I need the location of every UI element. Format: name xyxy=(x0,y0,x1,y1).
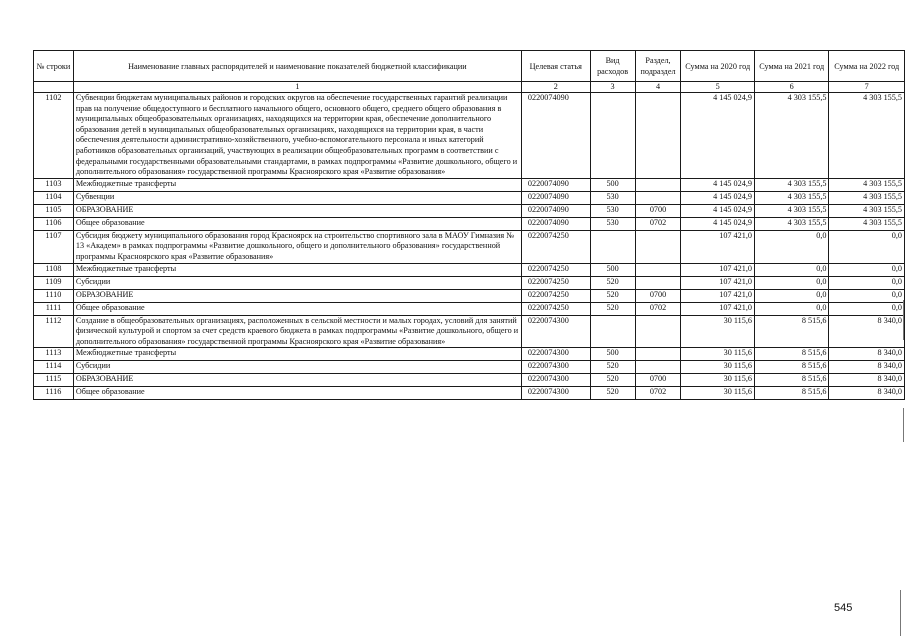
row-sum-2022: 4 303 155,5 xyxy=(829,204,905,217)
row-sum-2020: 4 145 024,9 xyxy=(681,93,755,179)
header-sum-2021: Сумма на 2021 год xyxy=(754,51,828,82)
row-exp-type: 500 xyxy=(590,178,635,191)
row-target-code: 0220074090 xyxy=(521,217,590,230)
row-sum-2020: 30 115,6 xyxy=(681,374,755,387)
column-number: 7 xyxy=(829,82,905,93)
row-number: 1109 xyxy=(34,276,74,289)
row-name: ОБРАЗОВАНИЕ xyxy=(73,289,521,302)
table-row xyxy=(34,204,905,217)
row-name: Субсидия бюджету муниципального образования город Красноярск на строительство спортивного зала в МАОУ Гимназия № 13 «Академ» в рамках подпрограммы «Развитие дошкольного, общего и дополнительного образования» государственной программы Красноярского края «Развитие образования» xyxy=(73,230,521,263)
row-sum-2022: 0,0 xyxy=(829,276,905,289)
budget-table xyxy=(33,50,905,400)
column-number: 2 xyxy=(521,82,590,93)
table-row xyxy=(34,217,905,230)
row-sum-2020: 107 421,0 xyxy=(681,230,755,263)
row-sum-2021: 4 303 155,5 xyxy=(754,178,828,191)
row-target-code: 0220074090 xyxy=(521,93,590,179)
row-sum-2020: 107 421,0 xyxy=(681,263,755,276)
row-sum-2022: 8 340,0 xyxy=(829,348,905,361)
column-number: 1 xyxy=(73,82,521,93)
row-name: Межбюджетные трансферты xyxy=(73,178,521,191)
row-sum-2020: 4 145 024,9 xyxy=(681,217,755,230)
row-target-code: 0220074250 xyxy=(521,263,590,276)
row-section: 0700 xyxy=(635,204,681,217)
row-exp-type xyxy=(590,93,635,179)
row-sum-2021: 8 515,6 xyxy=(754,387,828,400)
header-row xyxy=(34,51,905,82)
row-sum-2021: 8 515,6 xyxy=(754,315,828,348)
row-number: 1104 xyxy=(34,191,74,204)
row-sum-2020: 4 145 024,9 xyxy=(681,178,755,191)
row-target-code: 0220074090 xyxy=(521,204,590,217)
row-number: 1112 xyxy=(34,315,74,348)
column-number-row xyxy=(34,82,905,93)
row-name: ОБРАЗОВАНИЕ xyxy=(73,374,521,387)
row-exp-type: 520 xyxy=(590,387,635,400)
table-row xyxy=(34,302,905,315)
row-sum-2020: 107 421,0 xyxy=(681,302,755,315)
row-number: 1116 xyxy=(34,387,74,400)
row-sum-2021: 0,0 xyxy=(754,230,828,263)
table-row xyxy=(34,93,905,179)
scan-edge-mark xyxy=(900,590,901,636)
row-number: 1113 xyxy=(34,348,74,361)
row-exp-type: 500 xyxy=(590,263,635,276)
row-sum-2022: 4 303 155,5 xyxy=(829,191,905,204)
row-exp-type: 520 xyxy=(590,276,635,289)
row-target-code: 0220074090 xyxy=(521,191,590,204)
row-sum-2021: 8 515,6 xyxy=(754,348,828,361)
row-sum-2021: 0,0 xyxy=(754,289,828,302)
row-sum-2022: 8 340,0 xyxy=(829,374,905,387)
row-sum-2022: 8 340,0 xyxy=(829,387,905,400)
row-section xyxy=(635,276,681,289)
row-number: 1105 xyxy=(34,204,74,217)
row-name: Общее образование xyxy=(73,302,521,315)
row-sum-2021: 0,0 xyxy=(754,276,828,289)
row-number: 1106 xyxy=(34,217,74,230)
row-section: 0702 xyxy=(635,217,681,230)
row-name: Субвенции xyxy=(73,191,521,204)
row-exp-type: 520 xyxy=(590,289,635,302)
row-sum-2021: 4 303 155,5 xyxy=(754,217,828,230)
table-row xyxy=(34,289,905,302)
row-target-code: 0220074300 xyxy=(521,387,590,400)
row-name: ОБРАЗОВАНИЕ xyxy=(73,204,521,217)
row-section xyxy=(635,348,681,361)
row-sum-2022: 4 303 155,5 xyxy=(829,178,905,191)
page-number: 545 xyxy=(834,602,853,614)
row-sum-2021: 0,0 xyxy=(754,263,828,276)
header-sum-2022: Сумма на 2022 год xyxy=(829,51,905,82)
row-number: 1110 xyxy=(34,289,74,302)
row-section xyxy=(635,191,681,204)
row-target-code: 0220074250 xyxy=(521,230,590,263)
table-row xyxy=(34,374,905,387)
row-sum-2021: 8 515,6 xyxy=(754,361,828,374)
row-exp-type: 520 xyxy=(590,361,635,374)
header-row-no: № строки xyxy=(34,51,74,82)
row-section xyxy=(635,230,681,263)
row-sum-2020: 4 145 024,9 xyxy=(681,191,755,204)
row-exp-type: 530 xyxy=(590,204,635,217)
table-row xyxy=(34,263,905,276)
row-name: Межбюджетные трансферты xyxy=(73,263,521,276)
row-sum-2022: 0,0 xyxy=(829,289,905,302)
table-row xyxy=(34,315,905,348)
row-sum-2022: 4 303 155,5 xyxy=(829,93,905,179)
row-sum-2022: 4 303 155,5 xyxy=(829,217,905,230)
row-sum-2021: 4 303 155,5 xyxy=(754,93,828,179)
header-target: Целевая статья xyxy=(521,51,590,82)
row-sum-2020: 30 115,6 xyxy=(681,348,755,361)
row-section xyxy=(635,315,681,348)
row-exp-type xyxy=(590,230,635,263)
row-exp-type xyxy=(590,315,635,348)
column-number: 4 xyxy=(635,82,681,93)
row-sum-2021: 4 303 155,5 xyxy=(754,191,828,204)
row-name: Общее образование xyxy=(73,217,521,230)
row-name: Общее образование xyxy=(73,387,521,400)
row-target-code: 0220074250 xyxy=(521,289,590,302)
column-number: 3 xyxy=(590,82,635,93)
table-row xyxy=(34,348,905,361)
row-section: 0702 xyxy=(635,387,681,400)
row-exp-type: 530 xyxy=(590,191,635,204)
header-section: Раздел, подраздел xyxy=(635,51,681,82)
table-row xyxy=(34,230,905,263)
row-target-code: 0220074300 xyxy=(521,374,590,387)
row-section xyxy=(635,361,681,374)
row-sum-2022: 8 340,0 xyxy=(829,315,905,348)
row-target-code: 0220074300 xyxy=(521,315,590,348)
row-number: 1103 xyxy=(34,178,74,191)
column-number: 5 xyxy=(681,82,755,93)
column-number: 6 xyxy=(754,82,828,93)
row-section: 0702 xyxy=(635,302,681,315)
table-row xyxy=(34,361,905,374)
row-number: 1111 xyxy=(34,302,74,315)
row-exp-type: 520 xyxy=(590,302,635,315)
table-row xyxy=(34,276,905,289)
table-row xyxy=(34,178,905,191)
row-exp-type: 530 xyxy=(590,217,635,230)
row-sum-2022: 8 340,0 xyxy=(829,361,905,374)
row-name: Межбюджетные трансферты xyxy=(73,348,521,361)
row-target-code: 0220074250 xyxy=(521,302,590,315)
header-exp-type: Вид расходов xyxy=(590,51,635,82)
header-sum-2020: Сумма на 2020 год xyxy=(681,51,755,82)
header-name: Наименование главных распорядителей и наименование показателей бюджетной классификации xyxy=(73,51,521,82)
row-name: Субвенции бюджетам муниципальных районов и городских округов на обеспечение государственных гарантий реализации прав на получение общедоступного и бесплатного начального общего, основного общего, среднего общего образования в муниципальных общеобразовательных организациях, находящихся на территории края, обеспечение дополнительного образования детей в муниципальных общеобразовательных организациях, находящихся на территории края, в части обеспечения деятельности административно-хозяйственного, учебно-вспомогательного персонала и иных категорий работников образовательных организаций, участвующих в реализации общеобразовательных программ в соответствии с федеральными государственными образовательными стандартами, в рамках подпрограммы «Развитие дошкольного, общего и дополнительного образования» государственной программы Красноярского края «Развитие образования» xyxy=(73,93,521,179)
row-sum-2021: 0,0 xyxy=(754,302,828,315)
scan-edge-mark xyxy=(903,300,904,340)
table-row xyxy=(34,387,905,400)
row-exp-type: 500 xyxy=(590,348,635,361)
row-number: 1114 xyxy=(34,361,74,374)
row-section: 0700 xyxy=(635,374,681,387)
row-sum-2020: 107 421,0 xyxy=(681,289,755,302)
row-section xyxy=(635,93,681,179)
row-name: Субсидии xyxy=(73,276,521,289)
table-row xyxy=(34,191,905,204)
row-name: Создание в общеобразовательных организациях, расположенных в сельской местности и малых городах, условий для занятий физической культурой и спортом за счет средств краевого бюджета в рамках подпрограммы «Развитие дошкольного, общего и дополнительного образования» государственной программы Красноярского края «Развитие образования» xyxy=(73,315,521,348)
row-sum-2021: 4 303 155,5 xyxy=(754,204,828,217)
row-section: 0700 xyxy=(635,289,681,302)
row-target-code: 0220074300 xyxy=(521,348,590,361)
row-exp-type: 520 xyxy=(590,374,635,387)
row-number: 1107 xyxy=(34,230,74,263)
row-target-code: 0220074090 xyxy=(521,178,590,191)
row-section xyxy=(635,178,681,191)
row-sum-2022: 0,0 xyxy=(829,263,905,276)
row-sum-2022: 0,0 xyxy=(829,302,905,315)
row-sum-2020: 30 115,6 xyxy=(681,361,755,374)
row-sum-2020: 30 115,6 xyxy=(681,387,755,400)
row-number: 1115 xyxy=(34,374,74,387)
row-sum-2021: 8 515,6 xyxy=(754,374,828,387)
row-number: 1102 xyxy=(34,93,74,179)
row-section xyxy=(635,263,681,276)
row-sum-2020: 30 115,6 xyxy=(681,315,755,348)
column-number xyxy=(34,82,74,93)
scan-edge-mark xyxy=(903,408,904,442)
row-target-code: 0220074250 xyxy=(521,276,590,289)
row-target-code: 0220074300 xyxy=(521,361,590,374)
row-sum-2022: 0,0 xyxy=(829,230,905,263)
row-number: 1108 xyxy=(34,263,74,276)
row-name: Субсидии xyxy=(73,361,521,374)
row-sum-2020: 4 145 024,9 xyxy=(681,204,755,217)
row-sum-2020: 107 421,0 xyxy=(681,276,755,289)
